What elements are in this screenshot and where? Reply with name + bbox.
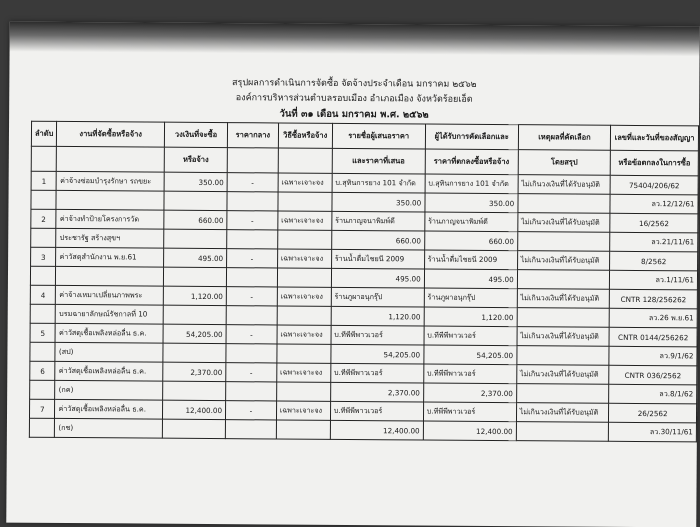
header-no: ลำดับ [31, 121, 57, 146]
row-selected: บ.ทีพีพีพาวเวอร์ [424, 326, 517, 346]
row-item: ค่าจ้างเหมาเปลี่ยนภาพพระ [56, 285, 164, 305]
row-bid-price: 1,120.00 [331, 306, 424, 326]
row-selected: ร้านภูผาอนุกรุ๊ป [424, 288, 517, 308]
row-bid-price: 12,400.00 [330, 420, 423, 440]
row-budget: 12,400.00 [163, 400, 226, 419]
row-budget: 495.00 [164, 248, 227, 267]
header-selected-line2: ราคาที่ตกลงซื้อหรือจ้าง [425, 149, 518, 175]
row-contract-no: 75404/206/62 [610, 175, 698, 195]
header-contract-line2: หรือข้อตกลงในการซื้อ [610, 150, 698, 176]
row-contract-no: CNTR 036/2562 [609, 365, 697, 385]
row-budget: 1,120.00 [163, 286, 226, 305]
row-selected: ร้านน้ำดื่มไชยนี 2009 [424, 250, 517, 270]
header-reason: เหตุผลที่คัดเลือก [518, 125, 611, 151]
row-contract-no: 26/2562 [609, 403, 697, 423]
document-page [6, 22, 699, 527]
row-item-line2: (กช) [55, 418, 163, 438]
row-selected-price: 12,400.00 [423, 421, 516, 441]
row-contract-no: CNTR 128/256262 [610, 289, 698, 309]
row-method: เฉพาะเจาะจง [277, 287, 331, 306]
row-selected: ร้านภาญจนาพิมพ์ดี [425, 212, 518, 232]
row-no: 6 [30, 361, 56, 380]
row-no: 4 [30, 285, 56, 304]
doc-title: สรุปผลการดำเนินการจัดซื้อ จัดจ้างประจำเดือน มกราคม ๒๕๖๒ [231, 78, 477, 90]
row-reason: ไม่เกินวงเงินที่ได้รับอนุมัติ [518, 175, 611, 195]
row-selected-price: 350.00 [425, 193, 518, 213]
row-contract-date: ลว.30/11/61 [609, 422, 697, 442]
row-bidder: ร้านภูผาอนุกรุ๊ป [331, 287, 424, 307]
procurement-table [29, 121, 699, 443]
row-contract-date: ลว.8/1/62 [609, 384, 697, 404]
row-median: - [227, 173, 278, 192]
header-budget-line2: หรือจ้าง [164, 147, 227, 172]
row-item: ค่าจ้างซ่อมบำรุงรักษา รถขยะ [57, 171, 165, 191]
row-budget: 660.00 [164, 210, 227, 229]
row-contract-date: ลว.21/11/61 [610, 232, 698, 252]
row-item: ค่าจ้างทำป้ายโครงการวัด [56, 209, 164, 229]
row-item: ค่าวัสดุเชื้อเพลิงหล่อลื่น ธ.ค. [55, 361, 163, 381]
row-contract-no: CNTR 0144/256262 [609, 327, 697, 347]
row-item: ค่าวัสดุเชื้อเพลิงหล่อลื่น ธ.ค. [55, 323, 163, 343]
row-median: - [226, 287, 277, 306]
row-bid-price: 350.00 [332, 192, 425, 212]
row-reason: ไม่เกินวงเงินที่ได้รับอนุมัติ [517, 289, 610, 309]
row-bid-price: 2,370.00 [330, 382, 423, 402]
row-bidder: ร้านภาญจนาพิมพ์ดี [332, 211, 425, 231]
header-bidders: รายชื่อผู้เสนอราคา [332, 123, 425, 149]
row-bid-price: 660.00 [331, 230, 424, 250]
row-median: - [226, 325, 277, 344]
row-selected-price: 660.00 [424, 231, 517, 251]
row-contract-date: ลว.9/1/62 [609, 346, 697, 366]
row-method: เฉพาะเจาะจง [276, 363, 330, 382]
row-bid-price: 495.00 [331, 268, 424, 288]
doc-date: วันที่ ๓๑ เดือน มกราคม พ.ศ. ๒๕๖๒ [279, 108, 429, 121]
row-item-line2: (สป) [55, 342, 163, 362]
row-median: - [226, 401, 277, 420]
row-contract-date: ลว.1/11/61 [610, 270, 698, 290]
doc-subtitle: องค์การบริหารส่วนตำบลรอบเมือง อำเภอเมือง จังหวัดร้อยเอ็ด [235, 93, 473, 105]
row-method: เฉพาะเจาะจง [277, 249, 331, 268]
row-bid-price: 54,205.00 [331, 344, 424, 364]
row-item-line2 [56, 190, 164, 210]
table-row-continued [29, 418, 696, 442]
row-contract-date: ลว.26 พ.ย.61 [609, 308, 697, 328]
row-no: 7 [29, 399, 55, 418]
row-no: 2 [31, 209, 57, 228]
row-item: ค่าวัสดุสำนักงาน พ.ย.61 [56, 247, 164, 267]
row-selected: บ.สุทินการยาง 101 จำกัด [425, 174, 518, 194]
row-reason: ไม่เกินวงเงินที่ได้รับอนุมัติ [516, 403, 609, 423]
row-bidder: ร้านน้ำดื่มไชยนี 2009 [331, 249, 424, 269]
scan-shadow [10, 22, 700, 57]
row-bidder: บ.ทีพีพีพาวเวอร์ [330, 401, 423, 421]
row-item-line2: (กค) [55, 380, 163, 400]
row-contract-date: ลว.12/12/61 [610, 194, 698, 214]
row-bidder: บ.ทีพีพีพาวเวอร์ [331, 325, 424, 345]
row-reason: ไม่เกินวงเงินที่ได้รับอนุมัติ [517, 327, 610, 347]
header-bidders-line2: และราคาที่เสนอ [332, 148, 425, 174]
row-method: เฉพาะเจาะจง [278, 173, 332, 192]
row-no: 5 [30, 323, 56, 342]
row-contract-no: 8/2562 [610, 251, 698, 271]
row-bidder: บ.สุทินการยาง 101 จำกัด [332, 173, 425, 193]
row-contract-no: 16/2562 [610, 213, 698, 233]
row-no: 3 [31, 247, 57, 266]
row-method: เฉพาะเจาะจง [276, 401, 330, 420]
row-median: - [227, 211, 278, 230]
header-median: ราคากลาง [227, 123, 278, 148]
row-selected-price: 495.00 [424, 269, 517, 289]
header-reason-line2: โดยสรุป [518, 150, 611, 176]
row-method: เฉพาะเจาะจง [277, 325, 331, 344]
row-reason: ไม่เกินวงเงินที่ได้รับอนุมัติ [516, 365, 609, 385]
row-no: 1 [31, 171, 57, 190]
row-budget: 2,370.00 [163, 362, 226, 381]
row-item-line2 [56, 266, 164, 286]
row-item-line2: บรมฉายาลักษณ์รัชกาลที่ 10 [56, 304, 164, 324]
row-selected: บ.ทีพีพีพาวเวอร์ [423, 364, 516, 384]
header-budget: วงเงินที่จะซื้อ [164, 122, 227, 147]
row-bidder: บ.ทีพีพีพาวเวอร์ [330, 363, 423, 383]
header-contract: เลขที่และวันที่ของสัญญา [611, 125, 699, 151]
row-selected-price: 2,370.00 [423, 383, 516, 403]
row-selected: บ.ทีพีพีพาวเวอร์ [423, 402, 516, 422]
header-method: วิธีซื้อหรือจ้าง [278, 123, 332, 148]
row-median: - [227, 249, 278, 268]
row-reason: ไม่เกินวงเงินที่ได้รับอนุมัติ [517, 251, 610, 271]
row-method: เฉพาะเจาะจง [278, 211, 332, 230]
row-item: ค่าวัสดุเชื้อเพลิงหล่อลื่น ธ.ค. [55, 399, 163, 419]
row-selected-price: 1,120.00 [424, 307, 517, 327]
row-item-line2: ประชารัฐ สร้างสุขฯ [56, 228, 164, 248]
row-selected-price: 54,205.00 [424, 345, 517, 365]
row-median: - [226, 363, 277, 382]
row-budget: 350.00 [164, 172, 227, 191]
row-budget: 54,205.00 [163, 324, 226, 343]
header-selected: ผู้ได้รับการคัดเลือกและ [425, 124, 518, 150]
row-reason: ไม่เกินวงเงินที่ได้รับอนุมัติ [518, 213, 611, 233]
header-item: งานที่จัดซื้อหรือจ้าง [57, 121, 165, 147]
